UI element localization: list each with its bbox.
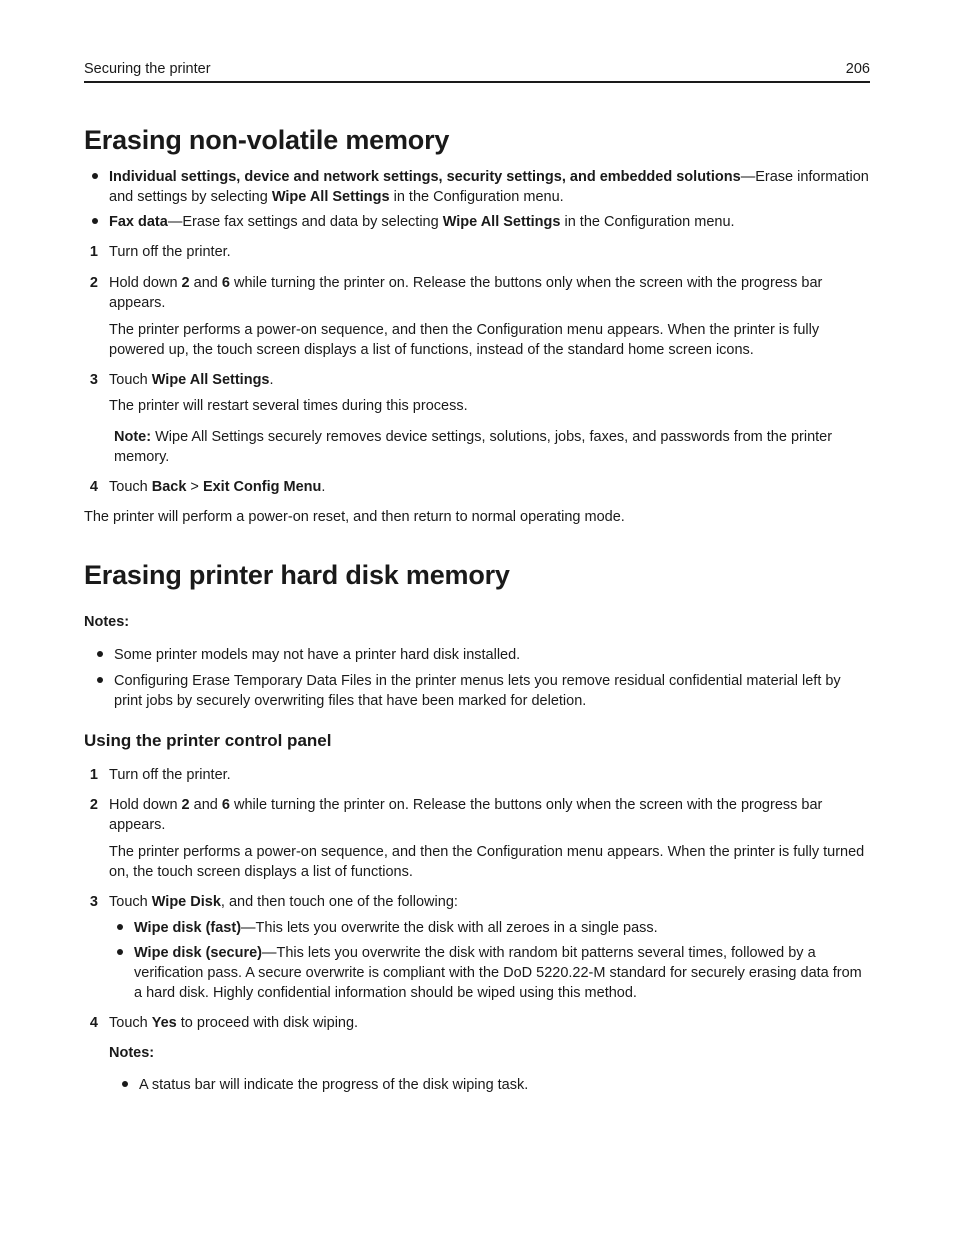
step-2-text: Hold down 2 and 6 while turning the printer on. Release the buttons only when the screen with the progress bar appears. (109, 797, 823, 833)
note-item: Some printer models may not have a printer hard disk installed. (114, 647, 521, 663)
step-3-text: Touch Wipe Disk, and then touch one of the following: (109, 894, 458, 910)
bullet-marker (92, 173, 98, 179)
wipe-option-secure: Wipe disk (secure)—This lets you overwrite the disk with random bit patterns several times, followed by a verification pass. A secure overwrite is compliant with the DoD 5220.22-M standard for securely erasing data from a hard disk. Highly confidential information should be wiped using this method. (134, 945, 862, 1001)
bullet-marker (92, 218, 98, 224)
step-number: 2 (89, 275, 98, 291)
step-4-note-item: A status bar will indicate the progress of the disk wiping task. (139, 1077, 529, 1093)
step-number: 3 (89, 894, 98, 910)
notes-label: Notes: (84, 614, 130, 630)
step-3-text: Touch Wipe All Settings. (109, 372, 274, 388)
bullet-marker (117, 924, 123, 930)
wipe-option-fast: Wipe disk (fast)—This lets you overwrite the disk with all zeroes in a single pass. (134, 920, 658, 936)
step-2-text: Hold down 2 and 6 while turning the printer on. Release the buttons only when the screen with the progress bar appears. (109, 275, 823, 311)
step-3-note: Note: Wipe All Settings securely removes device settings, solutions, jobs, faxes, and passwords from the printer memory. (114, 429, 833, 465)
section-title-hard-disk: Erasing printer hard disk memory (84, 560, 510, 590)
header-section-title: Securing the printer (84, 61, 211, 77)
bullet-individual-settings: Individual settings, device and network settings, security settings, and embedded solutions—Erase information and settings by selecting Wipe All Settings in the Configuration menu. (109, 169, 869, 205)
step-2-description: The printer performs a power-on sequence, and then the Configuration menu appears. When the printer is fully turned on, the touch screen displays a list of functions. (109, 844, 865, 880)
bullet-fax-data: Fax data—Erase fax settings and data by selecting Wipe All Settings in the Configuration menu. (109, 214, 735, 230)
bullet-marker (97, 677, 103, 683)
step-1-text: Turn off the printer. (109, 767, 231, 783)
subheading-control-panel: Using the printer control panel (84, 731, 332, 750)
step-number: 4 (89, 1015, 98, 1031)
step-number: 3 (89, 372, 98, 388)
step-3-description: The printer will restart several times during this process. (109, 398, 468, 414)
step-number: 2 (89, 797, 98, 813)
step-2-description: The printer performs a power-on sequence, and then the Configuration menu appears. When the printer is fully powered up, the touch screen displays a list of functions, instead of the standard home screen icons. (109, 322, 820, 358)
step-4-text: Touch Yes to proceed with disk wiping. (109, 1015, 359, 1031)
page-header (84, 60, 870, 83)
step-4-notes-label: Notes: (109, 1045, 155, 1061)
section-title-nonvolatile: Erasing non-volatile memory (84, 125, 450, 155)
step-number: 4 (89, 479, 98, 495)
note-item: Configuring Erase Temporary Data Files in the printer menus lets you remove residual confidential material left by print jobs by securely overwriting files that have been marked for deletion. (114, 673, 841, 709)
step-1-text: Turn off the printer. (109, 244, 231, 260)
step-4-text: Touch Back > Exit Config Menu. (109, 479, 326, 495)
bullet-marker (117, 949, 123, 955)
step-number: 1 (89, 244, 98, 260)
bullet-marker (97, 651, 103, 657)
step-number: 1 (89, 767, 98, 783)
bullet-marker (122, 1081, 128, 1087)
header-page-number: 206 (845, 61, 870, 77)
section1-closing: The printer will perform a power-on reset, and then return to normal operating mode. (84, 509, 625, 525)
